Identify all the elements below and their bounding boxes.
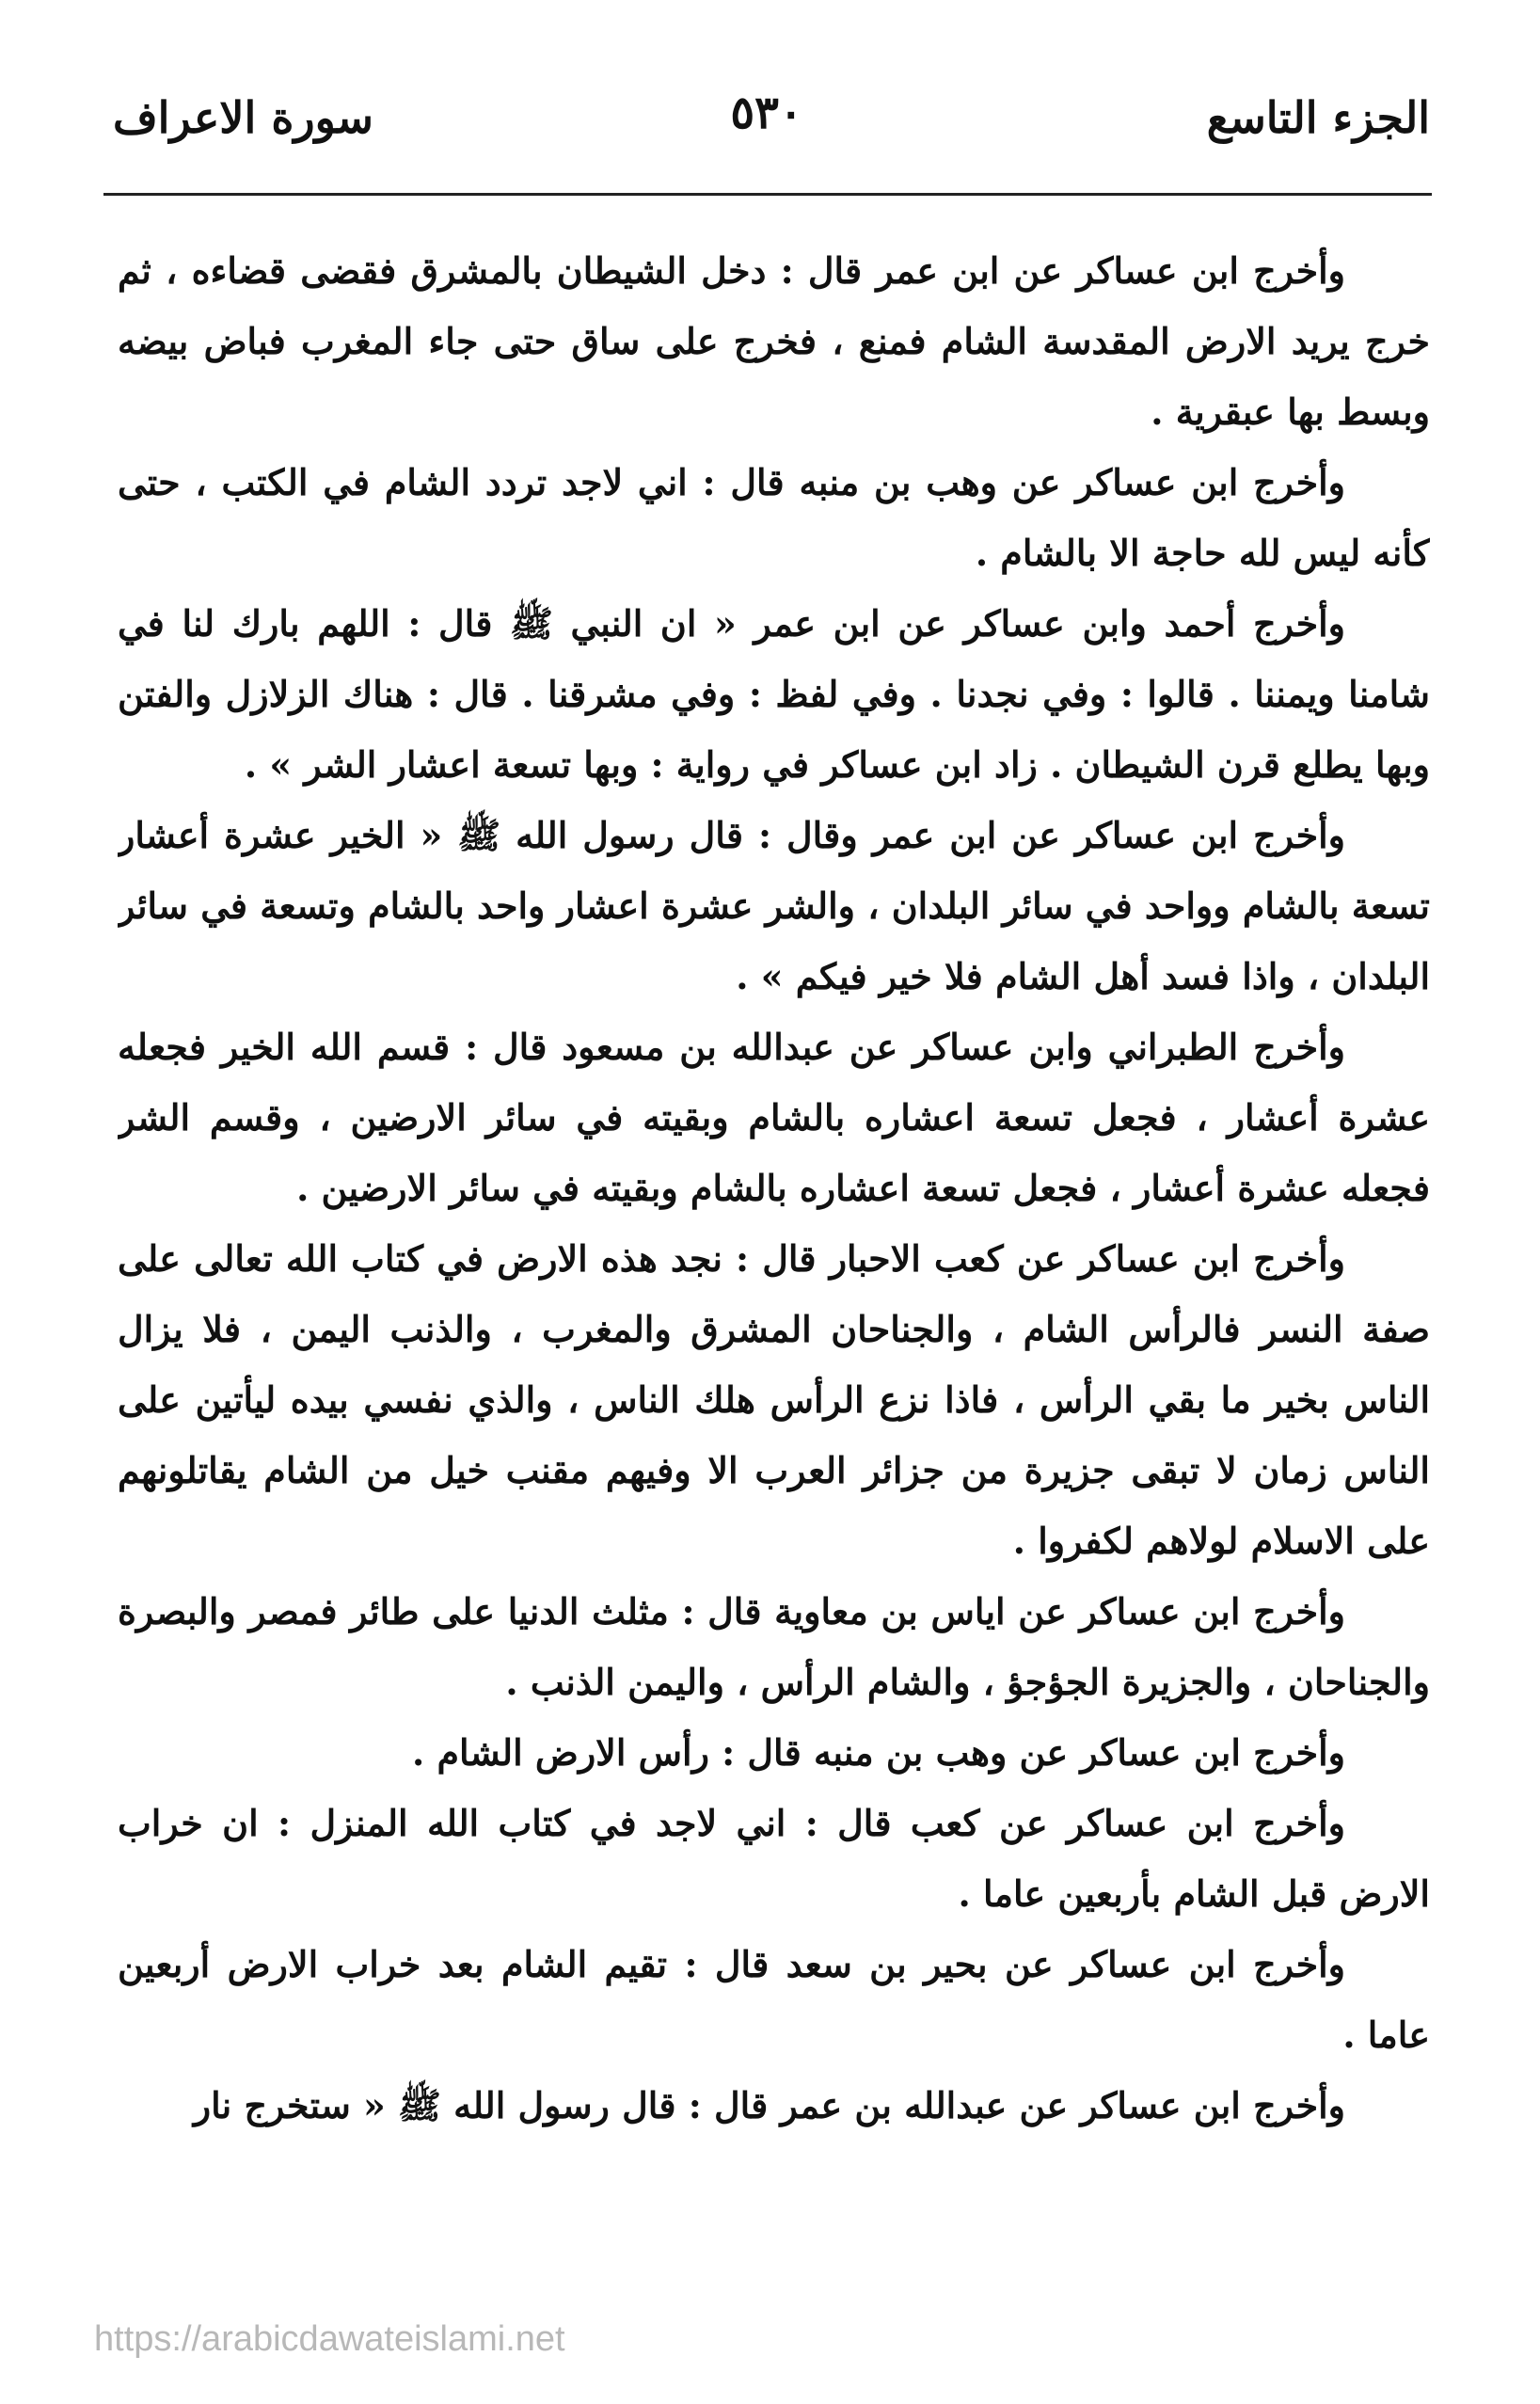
page-body bbox=[118, 235, 1430, 2305]
paragraph-5: وأخرج الطبراني وابن عساكر عن عبدالله بن مسعود قال : قسم الله الخير فجعله عشرة أعشار ، فجعل تسعة اعشاره بالشام وبقيته في سائر الارضين ، وقسم الشر فجعله عشرة أعشار ، فجعل تسعة اعشاره بالشام وبقيته في سائر الارضين . bbox=[118, 1026, 1430, 1209]
paragraph-3: وأخرج أحمد وابن عساكر عن ابن عمر « ان النبي ﷺ قال : اللهم بارك لنا في شامنا ويمننا . قالوا : وفي نجدنا . وفي لفظ : وفي مشرقنا . قال : هناك الزلازل والفتن وبها يطلع قرن الشيطان . زاد ابن عساكر في رواية : وبها تسعة اعشار الشر » . bbox=[118, 602, 1430, 786]
paragraph-6: وأخرج ابن عساكر عن كعب الاحبار قال : نجد هذه الارض في كتاب الله تعالى على صفة النسر فالرأس الشام ، والجناحان المشرق والمغرب ، والذنب اليمن ، فلا يزال الناس بخير ما بقي الرأس ، فاذا نزع الرأس هلك الناس ، والذي نفسي بيده ليأتين على الناس زمان لا تبقى جزيرة من جزائر العرب الا وفيهم مقنب خيل من الشام يقاتلونهم على الاسلام لولاهم لكفروا . bbox=[118, 1237, 1430, 1562]
paragraph-10: وأخرج ابن عساكر عن بحير بن سعد قال : تقيم الشام بعد خراب الارض أربعين عاما . bbox=[118, 1943, 1430, 2056]
part-title: الجزء التاسع bbox=[1206, 92, 1430, 143]
paragraph-7: وأخرج ابن عساكر عن اياس بن معاوية قال : مثلث الدنيا على طائر فمصر والبصرة والجناحان ، والجزيرة الجؤجؤ ، والشام الرأس ، واليمن الذنب . bbox=[118, 1590, 1430, 1703]
paragraph-9: وأخرج ابن عساكر عن كعب قال : اني لاجد في كتاب الله المنزل : ان خراب الارض قبل الشام بأربعين عاما . bbox=[118, 1802, 1430, 1915]
page-number: ٥٣٠ bbox=[730, 87, 803, 139]
surah-title: سورة الاعراف bbox=[113, 92, 373, 143]
watermark-url: https://arabicdawateislami.net bbox=[94, 2319, 565, 2359]
paragraph-2: وأخرج ابن عساكر عن وهب بن منبه قال : اني لاجد تردد الشام في الكتب ، حتى كأنه ليس لله حاجة الا بالشام . bbox=[118, 461, 1430, 574]
paragraph-4: وأخرج ابن عساكر عن ابن عمر وقال : قال رسول الله ﷺ « الخير عشرة أعشار تسعة بالشام وواحد في سائر البلدان ، والشر عشرة اعشار واحد بالشام وتسعة في سائر البلدان ، واذا فسد أهل الشام فلا خير فيكم » . bbox=[118, 814, 1430, 997]
paragraph-8: وأخرج ابن عساكر عن وهب بن منبه قال : رأس الارض الشام . bbox=[412, 1731, 1345, 1774]
page-header bbox=[103, 66, 1430, 169]
paragraph-1: وأخرج ابن عساكر عن ابن عمر قال : دخل الشيطان بالمشرق فقضى قضاءه ، ثم خرج يريد الارض المقدسة الشام فمنع ، فخرج على ساق حتى جاء المغرب فباض بيضه وبسط بها عبقرية . bbox=[118, 249, 1430, 433]
paragraph-11: وأخرج ابن عساكر عن عبدالله بن عمر قال : قال رسول الله ﷺ « ستخرج نار bbox=[193, 2084, 1345, 2126]
header-divider bbox=[103, 193, 1432, 196]
